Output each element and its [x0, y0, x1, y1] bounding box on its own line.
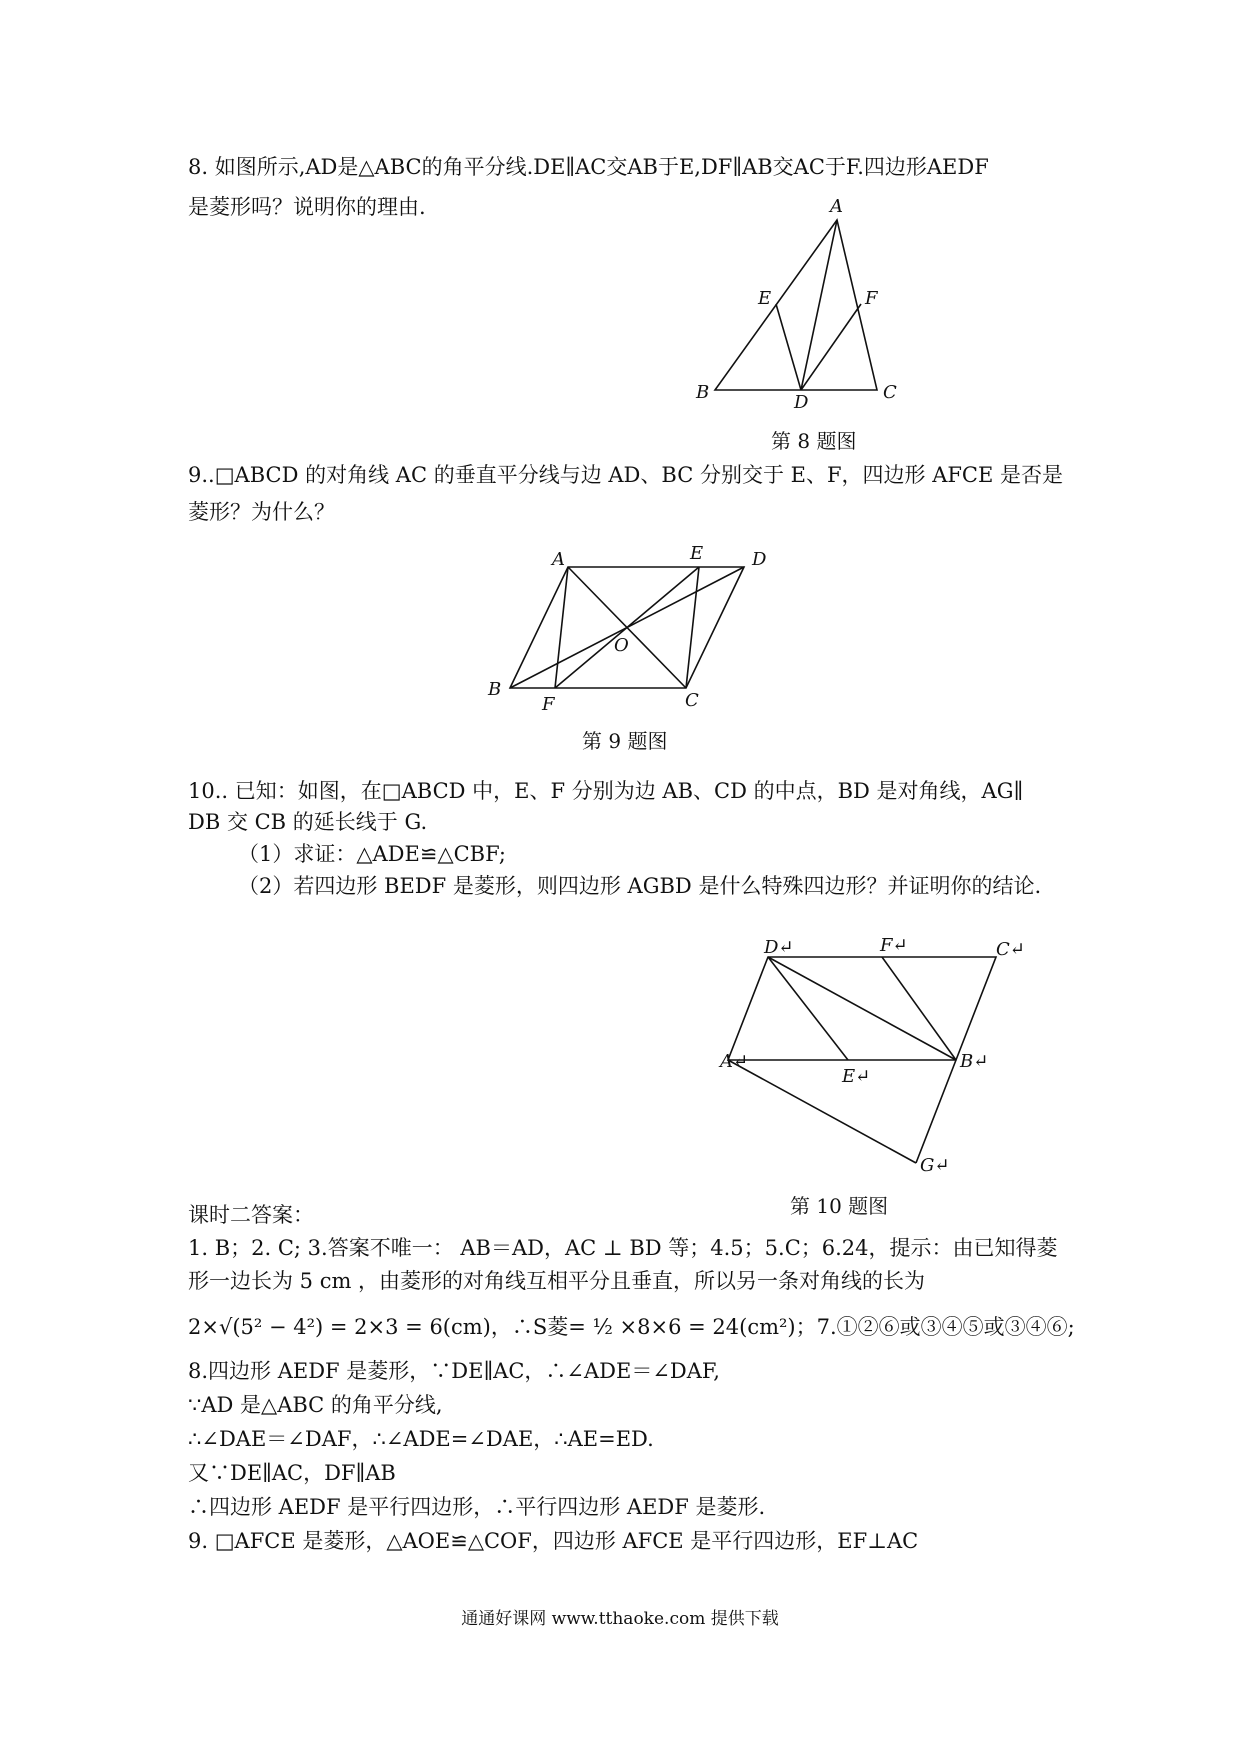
q8-figure: [690, 196, 910, 413]
q10-label-c: C↵: [996, 939, 1025, 960]
answers-line-6: ∴∠DAE＝∠DAF，∴∠ADE=∠DAE，∴AE=ED.: [188, 1427, 654, 1451]
q8-text-line-1: 8. 如图所示,AD是△ABC的角平分线.DE∥AC交AB于E,DF∥AB交AC于F.四边形AEDF: [188, 155, 989, 179]
q10-label-e: E↵: [842, 1066, 871, 1087]
q10-text-line-2: DB 交 CB 的延长线于 G.: [188, 810, 428, 834]
q10-segment-db: [768, 957, 956, 1060]
q10-label-d: D↵: [764, 937, 794, 958]
q9-segment-ec: [686, 567, 699, 688]
q10-label-g: G↵: [920, 1155, 950, 1176]
q10-label-f: F↵: [880, 935, 908, 956]
page-footer: 通通好课网 www.tthaoke.com 提供下载: [461, 1609, 779, 1629]
q9-caption: 第 9 题图: [582, 729, 668, 753]
q8-label-e: E: [758, 288, 772, 309]
q10-part-1: （1）求证：△ADE≌△CBF;: [238, 842, 506, 866]
answers-line-2: 形一边长为 5 cm ，由菱形的对角线互相平分且垂直，所以另一条对角线的长为: [188, 1269, 926, 1293]
q10-segment-fb: [882, 957, 956, 1060]
q10-segment-ag: [728, 1060, 916, 1163]
q8-label-f: F: [865, 288, 878, 309]
answers-line-5: ∵AD 是△ABC 的角平分线,: [188, 1393, 443, 1417]
q8-label-a: A: [830, 196, 843, 217]
q9-label-o: O: [614, 635, 629, 656]
q8-triangle-abc: [715, 220, 877, 390]
answers-line-7: 又∵DE∥AC，DF∥AB: [188, 1461, 396, 1485]
q8-label-b: B: [696, 382, 710, 403]
q9-text-line-2: 菱形？为什么？: [188, 500, 335, 524]
q10-text-line-1: 10.. 已知：如图，在□ABCD 中，E、F 分别为边 AB、CD 的中点，BD 是对角线，AG∥: [188, 779, 1024, 803]
q10-label-a: A↵: [720, 1051, 749, 1072]
q9-text-line-1: 9..□ABCD 的对角线 AC 的垂直平分线与边 AD、BC 分别交于 E、F，四边形 AFCE 是否是: [188, 463, 1064, 487]
q10-segment-bg: [916, 1060, 956, 1163]
q10-figure: [720, 935, 1025, 1176]
q9-label-d: D: [752, 549, 767, 570]
answers-line-8: ∴四边形 AEDF 是平行四边形，∴平行四边形 AEDF 是菱形.: [188, 1495, 766, 1519]
q9-figure: [480, 535, 770, 715]
q8-text-line-2: 是菱形吗？说明你的理由.: [188, 195, 426, 219]
answers-line-9: 9. □AFCE 是菱形，△AOE≌△COF，四边形 AFCE 是平行四边形，EF⊥AC: [188, 1529, 919, 1553]
q8-label-c: C: [883, 382, 897, 403]
q9-label-f: F: [542, 694, 555, 715]
q8-caption: 第 8 题图: [771, 429, 857, 453]
q8-label-d: D: [794, 392, 809, 413]
q10-part-2: （2）若四边形 BEDF 是菱形，则四边形 AGBD 是什么特殊四边形？并证明你的结论.: [238, 874, 1042, 898]
q9-segment-fe: [555, 567, 699, 688]
q9-label-c: C: [685, 690, 699, 711]
q9-label-a: A: [552, 549, 565, 570]
answers-heading: 课时二答案：: [188, 1203, 314, 1227]
q9-label-b: B: [488, 679, 502, 700]
answers-line-3: 2×√(5² − 4²) = 2×3 = 6(cm)，∴S菱= ½ ×8×6 = 24(cm²)；7.①②⑥或③④⑤或③④⑥;: [188, 1315, 1075, 1339]
q8-segment-de: [776, 304, 801, 390]
q9-segment-af: [555, 567, 568, 688]
answers-line-4: 8.四边形 AEDF 是菱形，∵DE∥AC，∴∠ADE＝∠DAF,: [188, 1359, 720, 1383]
q10-caption: 第 10 题图: [790, 1194, 889, 1218]
answers-line-1: 1. B；2. C; 3.答案不唯一： AB＝AD，AC ⊥ BD 等；4.5；5.C；6.24，提示：由已知得菱: [188, 1236, 1058, 1260]
q9-label-e: E: [690, 543, 704, 564]
q10-label-b: B↵: [960, 1051, 989, 1072]
q10-segment-de: [768, 957, 848, 1060]
